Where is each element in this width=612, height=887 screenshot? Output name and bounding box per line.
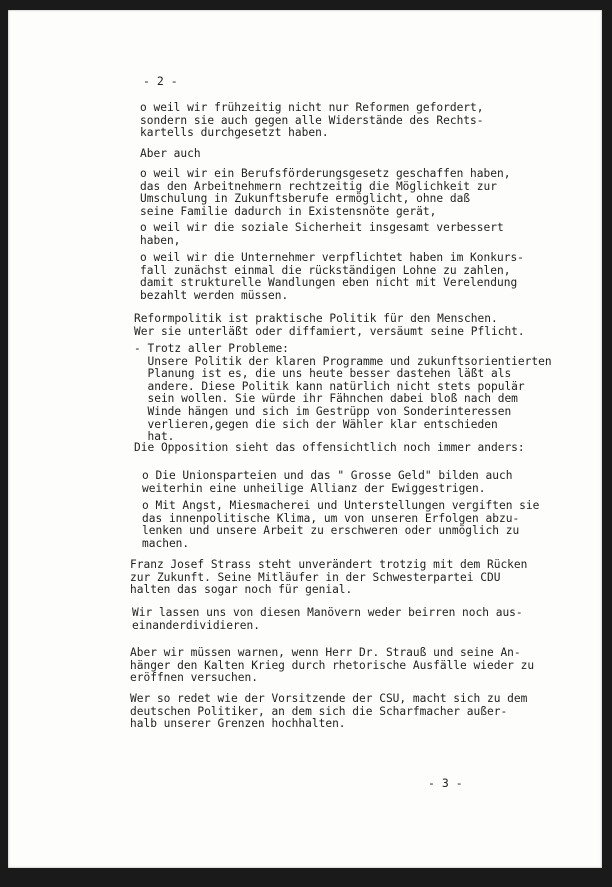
text-line: o weil wir die soziale Sicherheit insgesamt verbessert bbox=[140, 221, 504, 234]
text-line: Reformpolitik ist praktische Politik für den Menschen. bbox=[134, 312, 498, 325]
text-line: o weil wir die Unternehmer verpflichtet haben im Konkurs- bbox=[140, 251, 524, 264]
text-line: Winde hängen und sich im Gestrüpp von Sonderinteressen bbox=[134, 404, 512, 418]
text-line: fall zunächst einmal die rückständigen Lohne zu zahlen, bbox=[140, 263, 511, 277]
text-line: o weil wir frühzeitig nicht nur Reformen gefordert, bbox=[140, 101, 484, 114]
text-line: deutschen Politiker, an dem sich die Scharfmacher außer- bbox=[130, 704, 508, 718]
document-page bbox=[8, 10, 602, 868]
footer-page-number: - 3 - bbox=[428, 776, 463, 790]
text-line: halb unserer Grenzen hochhalten. bbox=[130, 717, 346, 731]
text-line: einanderdividieren. bbox=[132, 618, 260, 632]
body-text bbox=[8, 10, 552, 731]
text-line: Franz Josef Strass steht unverändert trotzig mit dem Rücken bbox=[130, 558, 528, 571]
paragraph bbox=[140, 222, 504, 247]
text-line: bezahlt werden müssen. bbox=[140, 288, 289, 302]
text-line: hat. bbox=[134, 430, 175, 444]
paragraph bbox=[140, 102, 484, 140]
text-line: Wer sie unterläßt oder diffamiert, versäumt seine Pflicht. bbox=[134, 324, 525, 338]
paragraph bbox=[130, 693, 527, 731]
text-line: haben, bbox=[140, 233, 181, 247]
paragraph bbox=[134, 442, 525, 455]
paragraph bbox=[140, 252, 524, 302]
text-line: verlieren,gegen die sich der Wähler klar entschieden bbox=[134, 417, 498, 431]
text-line: Unsere Politik der klaren Programme und zukunftsorientierten bbox=[134, 354, 552, 368]
text-line: andere. Diese Politik kann natürlich nicht stets populär bbox=[134, 379, 525, 393]
header-page-number: - 2 - bbox=[143, 74, 178, 88]
paragraph bbox=[140, 168, 510, 218]
text-line: weiterhin eine unheilige Allianz der Ewiggestrigen. bbox=[142, 481, 486, 495]
text-line: Umschulung in Zukunftsberufe ermöglicht, ohne daß bbox=[140, 192, 471, 206]
text-line: - Trotz aller Probleme: bbox=[134, 342, 289, 355]
text-line: sein wollen. Sie würde ihr Fähnchen dabei bloß nach dem bbox=[134, 392, 518, 406]
text-line: o Mit Angst, Miesmacherei und Unterstellungen vergiften sie bbox=[142, 499, 540, 512]
paragraph bbox=[142, 500, 539, 550]
paragraph bbox=[132, 607, 523, 632]
text-line: zur Zukunft. Seine Mitläufer in der Schwesterpartei CDU bbox=[130, 570, 501, 584]
text-line: halten das sogar noch für genial. bbox=[130, 583, 353, 597]
text-line: damit strukturelle Wandlungen eben nicht mit Verelendung bbox=[140, 276, 518, 290]
paragraph bbox=[142, 470, 512, 495]
text-line: eröffnen versuchen. bbox=[130, 671, 258, 685]
text-line: Wir lassen uns von diesen Manövern weder beirren noch aus- bbox=[132, 606, 523, 619]
text-line: Planung ist es, die uns heute besser dastehen läßt als bbox=[134, 367, 512, 381]
text-line: o Die Unionsparteien und das " Grosse Geld" bilden auch bbox=[142, 469, 513, 482]
text-line: das den Arbeitnehmern rechtzeitig die Möglichkeit zur bbox=[140, 179, 497, 193]
paragraph bbox=[134, 343, 552, 444]
text-line: o weil wir ein Berufsförderungsgesetz geschaffen haben, bbox=[140, 167, 511, 180]
text-line: sondern sie auch gegen alle Widerstände des Rechts- bbox=[140, 113, 484, 127]
text-line: Aber auch bbox=[140, 147, 201, 160]
text-line: seine Familie dadurch in Existensnöte gerät, bbox=[140, 204, 437, 218]
paragraph bbox=[130, 559, 527, 597]
text-line: lenken und unsere Arbeit zu erschweren oder unmöglich zu bbox=[142, 524, 520, 538]
text-line: kartells durchgesetzt haben. bbox=[140, 126, 329, 140]
text-line: hänger den Kalten Krieg durch rhetorische Ausfälle wieder zu bbox=[130, 658, 535, 672]
text-line: Die Opposition sieht das offensichtlich noch immer anders: bbox=[134, 441, 525, 454]
paragraph bbox=[140, 148, 201, 161]
text-line: machen. bbox=[142, 536, 190, 550]
text-line: das innenpolitische Klima, um von unseren Erfolgen abzu- bbox=[142, 511, 520, 525]
paragraph bbox=[130, 647, 534, 685]
text-line: Wer so redet wie der Vorsitzende der CSU, macht sich zu dem bbox=[130, 692, 528, 705]
text-line: Aber wir müssen warnen, wenn Herr Dr. Strauß und seine An- bbox=[130, 646, 521, 659]
paragraph bbox=[134, 313, 525, 338]
